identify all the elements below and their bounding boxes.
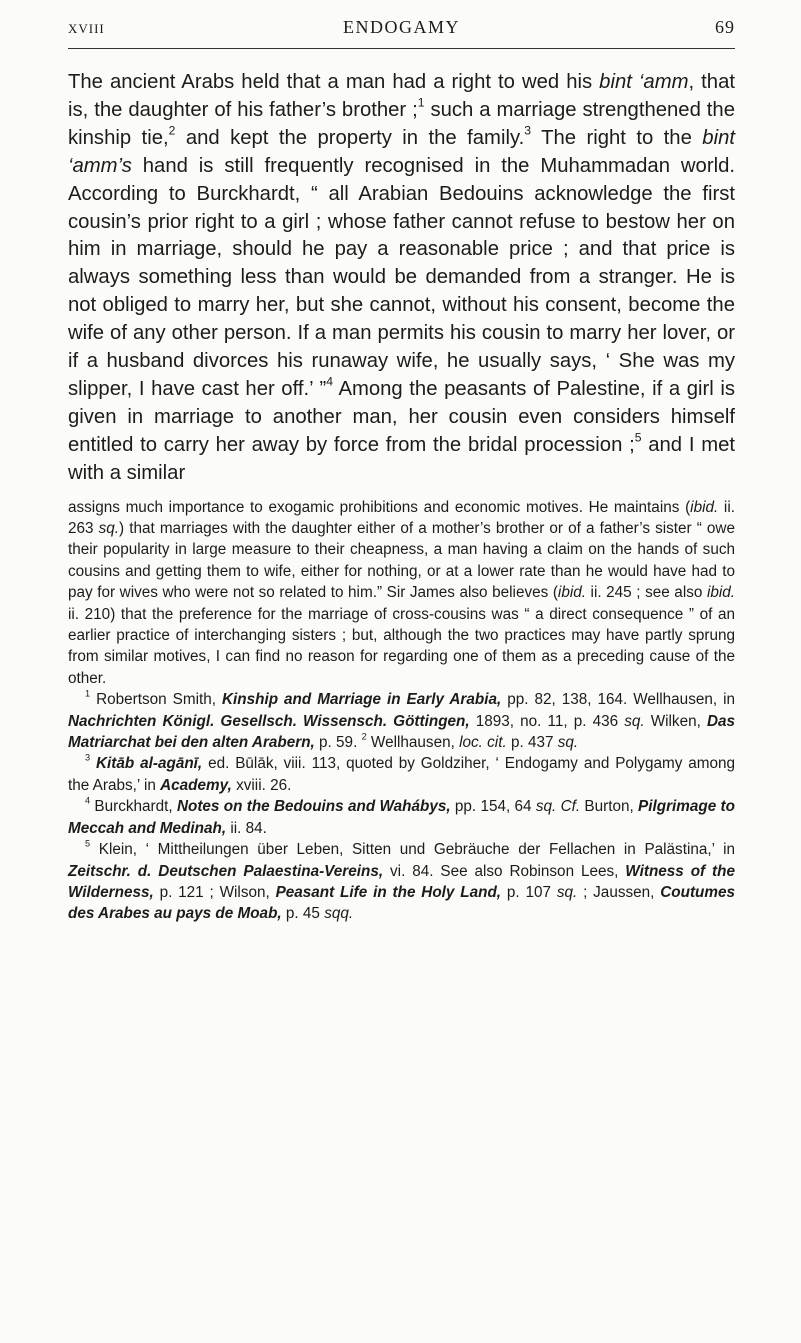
footnote-ref[interactable]: 5 (634, 430, 642, 445)
page-number: 69 (715, 17, 735, 37)
main-paragraph: The ancient Arabs held that a man had a right to wed his bint ‘amm, that is, the daughter of his father’s brother ;$^1$ such a marriage strengthened the kinship tie,$^2$ and kept the property in the family.$^3$ The right to the bint ‘amm’s hand is still frequently recognised in the Muhammadan world. According to Burckhardt, “ all Arabian Bedouins acknowledge the first cousin’s prior right to a girl ; whose father cannot refuse to bestow her on him in marriage, should he pay a reasonable price ; and that price is always something less than would be demanded from a stranger. He is not obliged to marry her, but she cannot, without his consent, become the wife of any other person. If a man permits his cousin to marry her lover, or if a husband divorces his runaway wife, he usually says, ‘ She was my slipper, I have cast her off.’ ”$^4$ Among the peasants of Palestine, if a girl is given in marriage to another man, her cousin even considers himself entitled to carry her away by force from the bridal procession ;$^5$ and I met with a similar (68, 71, 736, 484)
footnote-ref[interactable]: 4 (326, 374, 333, 389)
footnote-1: $^1$ Robertson Smith, Kinship and Marriage in Early Arabia, pp. 82, 138, 164. Wellhausen, in Nachrichten Königl. Gesellsch. Wissensch. Göttingen, 1893, no. 11, p. 436 sq. Wilken, Das Matriarchat bei den alten Arabern, p. 59. $^2$ Wellhausen, loc. cit. p. 437 sq. (68, 688, 735, 752)
footnote-4: $^4$ Burckhardt, Notes on the Bedouins and Wahábys, pp. 154, 64 sq. Cf. Burton, Pilgrimage to Meccah and Medinah, ii. 84. (68, 795, 735, 837)
running-title: ENDOGAMY (343, 17, 460, 37)
footnote-ref[interactable]: 3 (524, 123, 531, 138)
footnote-3: $^3$ Kitāb al-agānī, ed. Būlāk, viii. 113, quoted by Goldziher, ‘ Endogamy and Polygamy among the Arabs,’ in Academy, xviii. 26. (68, 753, 736, 794)
footnotes (68, 689, 735, 924)
chapter-number: XVIII (68, 21, 105, 36)
footnote-ref[interactable]: 2 (168, 123, 176, 138)
running-head (68, 0, 735, 49)
footnote-ref[interactable]: 1 (417, 95, 425, 110)
continued-note: assigns much importance to exogamic prohibitions and economic motives. He maintains (ibid. ii. 263 sq.) that marriages with the daughter either of a mother’s brother or of a father’s sister “ owe their popularity in large measure to their cheapness, a man having a claim on the hands of such cousins and getting them to wife, either for nothing, or at a lower rate than he would have had to pay for wives who were not so related to him.” Sir James also believes (ibid. ii. 245 ; see also ibid. ii. 210) that the preference for the marriage of cross-cousins was “ a direct consequence ” of an earlier practice of interchanging sisters ; but, although the two practices may have partly sprung from similar motives, I can find no reason for regarding one of them as a preceding cause of the other. (68, 498, 736, 687)
footnote-5: $^5$ Klein, ‘ Mittheilungen über Leben, Sitten und Gebräuche der Fellachen in Palästina,’ in Zeitschr. d. Deutschen Palaestina-Vereins, vi. 84. See also Robinson Lees, Witness of the Wilderness, p. 121 ; Wilson, Peasant Life in the Holy Land, p. 107 sq. ; Jaussen, Coutumes des Arabes au pays de Moab, p. 45 sqq. (68, 838, 736, 923)
